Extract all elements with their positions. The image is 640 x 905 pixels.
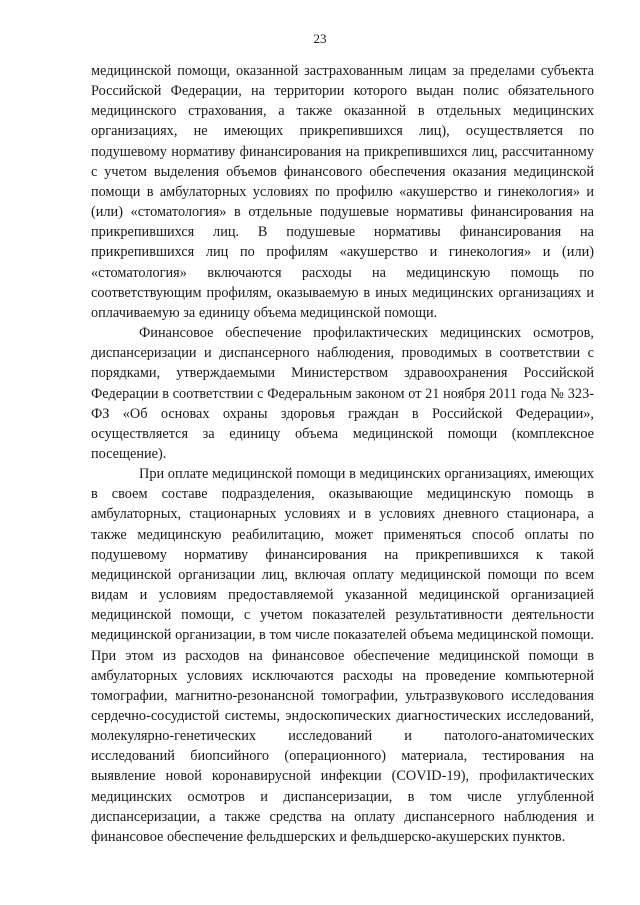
paragraph-continuation: медицинской помощи, оказанной застрахованным лицам за пределами субъекта Российской Федерации, на территории которого выдан полис обязательного медицинского страхования, а также оказанной в отдельных медицинских организациях, не имеющих прикрепившихся лиц), осуществляется по подушевому нормативу финансирования на прикрепившихся лиц, рассчитанному с учетом выделения объемов финансового обеспечения оказания медицинской помощи в амбулаторных условиях по профилю «акушерство и гинекология» и (или) «стоматология» в отдельные подушевые нормативы финансирования на прикрепившихся лиц. В подушевые нормативы финансирования на прикрепившихся лиц по профилям «акушерство и гинекология» и (или) «стоматология» включаются расходы на медицинскую помощь по соответствующим профилям, оказываемую в иных медицинских организациях и оплачиваемую за единицу объема медицинской помощи.	[91, 63, 594, 321]
page-number: 23	[313, 31, 327, 46]
paragraph-preventive-exams: Финансовое обеспечение профилактических медицинских осмотров, диспансеризации и диспансерного наблюдения, проводимых в соответствии с порядками, утверждаемыми Министерством здравоохранения Российской Федерации в соответствии с Федеральным законом от 21 ноября 2011 года № 323-ФЗ «Об основах охраны здоровья граждан в Российской Федерации», осуществляется за единицу объема медицинской помощи (комплексное посещение).	[91, 325, 594, 462]
paragraph-payment-method: При оплате медицинской помощи в медицинских организациях, имеющих в своем составе подразделения, оказывающие медицинскую помощь в амбулаторных, стационарных условиях и в условиях дневного стационара, а также медицинскую реабилитацию, может применяться способ оплаты по подушевому нормативу финансирования на прикрепившихся к такой медицинской организации лиц, включая оплату медицинской помощи по всем видам и условиям предоставляемой указанной медицинской организацией медицинской помощи, с учетом показателей результативности деятельности медицинской организации, в том числе показателей объема медицинской помощи. При этом из расходов на финансовое обеспечение медицинской помощи в амбулаторных условиях исключаются расходы на проведение компьютерной томографии, магнитно-резонансной томографии, ультразвукового исследования сердечно-сосудистой системы, эндоскопических диагностических исследований, молекулярно-генетических исследований и патолого-анатомических исследований биопсийного (операционного) материала, тестирования на выявление новой коронавирусной инфекции (COVID-19), профилактических медицинских осмотров и диспансеризации, в том числе углубленной диспансеризации, а также средства на оплату диспансерного наблюдения и финансовое обеспечение фельдшерских и фельдшерско-акушерских пунктов.	[91, 466, 594, 845]
document-body	[91, 61, 594, 847]
